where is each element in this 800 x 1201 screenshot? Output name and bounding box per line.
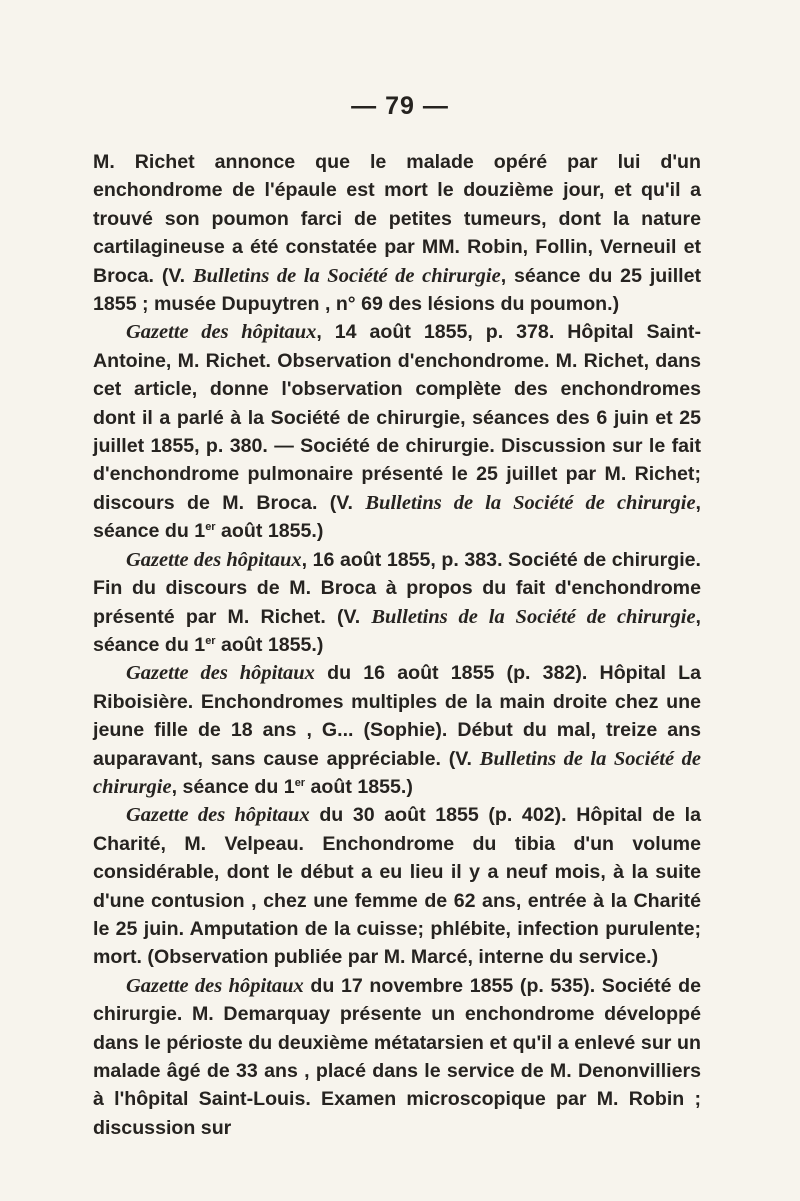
text-run: , séance du 1 xyxy=(171,775,295,798)
text-run: août 1855.) xyxy=(215,520,324,543)
page-number: — 79 — xyxy=(351,92,449,120)
italic-citation: Gazette des hôpitaux xyxy=(126,321,317,344)
italic-citation: Bulletins de la Société de chirurgie xyxy=(371,605,696,628)
text-run: du 30 août 1855 (p. 402). Hôpital de la Charité, M. Velpeau. Enchondrome du tibia d'un volume considérable, dont le début a eu lieu il y a neuf mois, à la suite d'une contusion , chez une femme de 62 ans, entrée à la Charité le 25 juin. Amputation de la cuisse; phlébite, infection purulente; mort. (Observation publiée par M. Marcé, interne du service.) xyxy=(93,804,701,969)
italic-citation: Gazette des hôpitaux xyxy=(126,804,310,827)
paragraph xyxy=(93,148,701,318)
superscript: er xyxy=(205,521,216,534)
superscript: er xyxy=(205,634,216,647)
text-run: du 17 novembre 1855 (p. 535). Société de chirurgie. M. Demarquay présente un enchondrome développé dans le périoste du deuxième métatarsien et qu'il a enlevé sur un malade âgé de 33 ans , placé dans le service de M. Denonvilliers à l'hôpital Saint-Louis. Examen microscopique par M. Robin ; discussion sur xyxy=(93,974,701,1139)
text-run: , 14 août 1855, p. 378. Hôpital Saint-Antoine, M. Richet. Observation d'enchondrome. M. Richet, dans cet article, donne l'observation complète des enchondromes dont il a parlé à la Société de chirurgie, séances des 6 juin et 25 juillet 1855, p. 380. — Société de chirurgie. Discussion sur le fait d'enchondrome pulmonaire présenté le 25 juillet par M. Richet; discours de M. Broca. (V. xyxy=(93,321,701,514)
body-text xyxy=(93,148,701,1142)
paragraph xyxy=(93,318,701,545)
italic-citation: Gazette des hôpitaux xyxy=(126,548,302,571)
paragraph xyxy=(93,659,701,801)
text-run: août 1855.) xyxy=(305,775,413,798)
text-run: août 1855.) xyxy=(215,633,324,656)
paragraph xyxy=(93,972,701,1142)
italic-citation: Bulletins de la Société de chirurgie xyxy=(93,747,701,798)
text-run: du 16 août 1855 (p. 382). Hôpital La Riboisière. Enchondromes multiples de la main droite chez une jeune fille de 18 ans , G... (Sophie). Début du mal, treize ans auparavant, sans cause appréciable. (V. xyxy=(93,662,701,770)
superscript: er xyxy=(294,776,306,789)
text-run: , 16 août 1855, p. 383. Société de chirurgie. Fin du discours de M. Broca à propos du fait d'enchondrome présenté par M. Richet. (V. xyxy=(93,548,701,628)
italic-citation: Gazette des hôpitaux xyxy=(126,974,304,997)
italic-citation: Gazette des hôpitaux xyxy=(126,662,315,685)
text-run: , séance du 25 juillet 1855 ; musée Dupuytren , n° 69 des lésions du poumon.) xyxy=(93,264,702,316)
italic-citation: Bulletins de la Société de chirurgie xyxy=(192,264,501,287)
italic-citation: Bulletins de la Société de chirurgie xyxy=(365,491,696,514)
text-run: M. Richet annonce que le malade opéré par lui d'un enchondrome de l'épaule est mort le douzième jour, et qu'il a trouvé son poumon farci de petites tumeurs, dont la nature cartilagineuse a été constatée par MM. Robin, Follin, Verneuil et Broca. (V. xyxy=(93,151,701,287)
text-run: , séance du 1 xyxy=(93,605,701,656)
text-run: , séance du 1 xyxy=(93,491,701,543)
paragraph xyxy=(93,546,701,660)
paragraph xyxy=(93,801,701,971)
